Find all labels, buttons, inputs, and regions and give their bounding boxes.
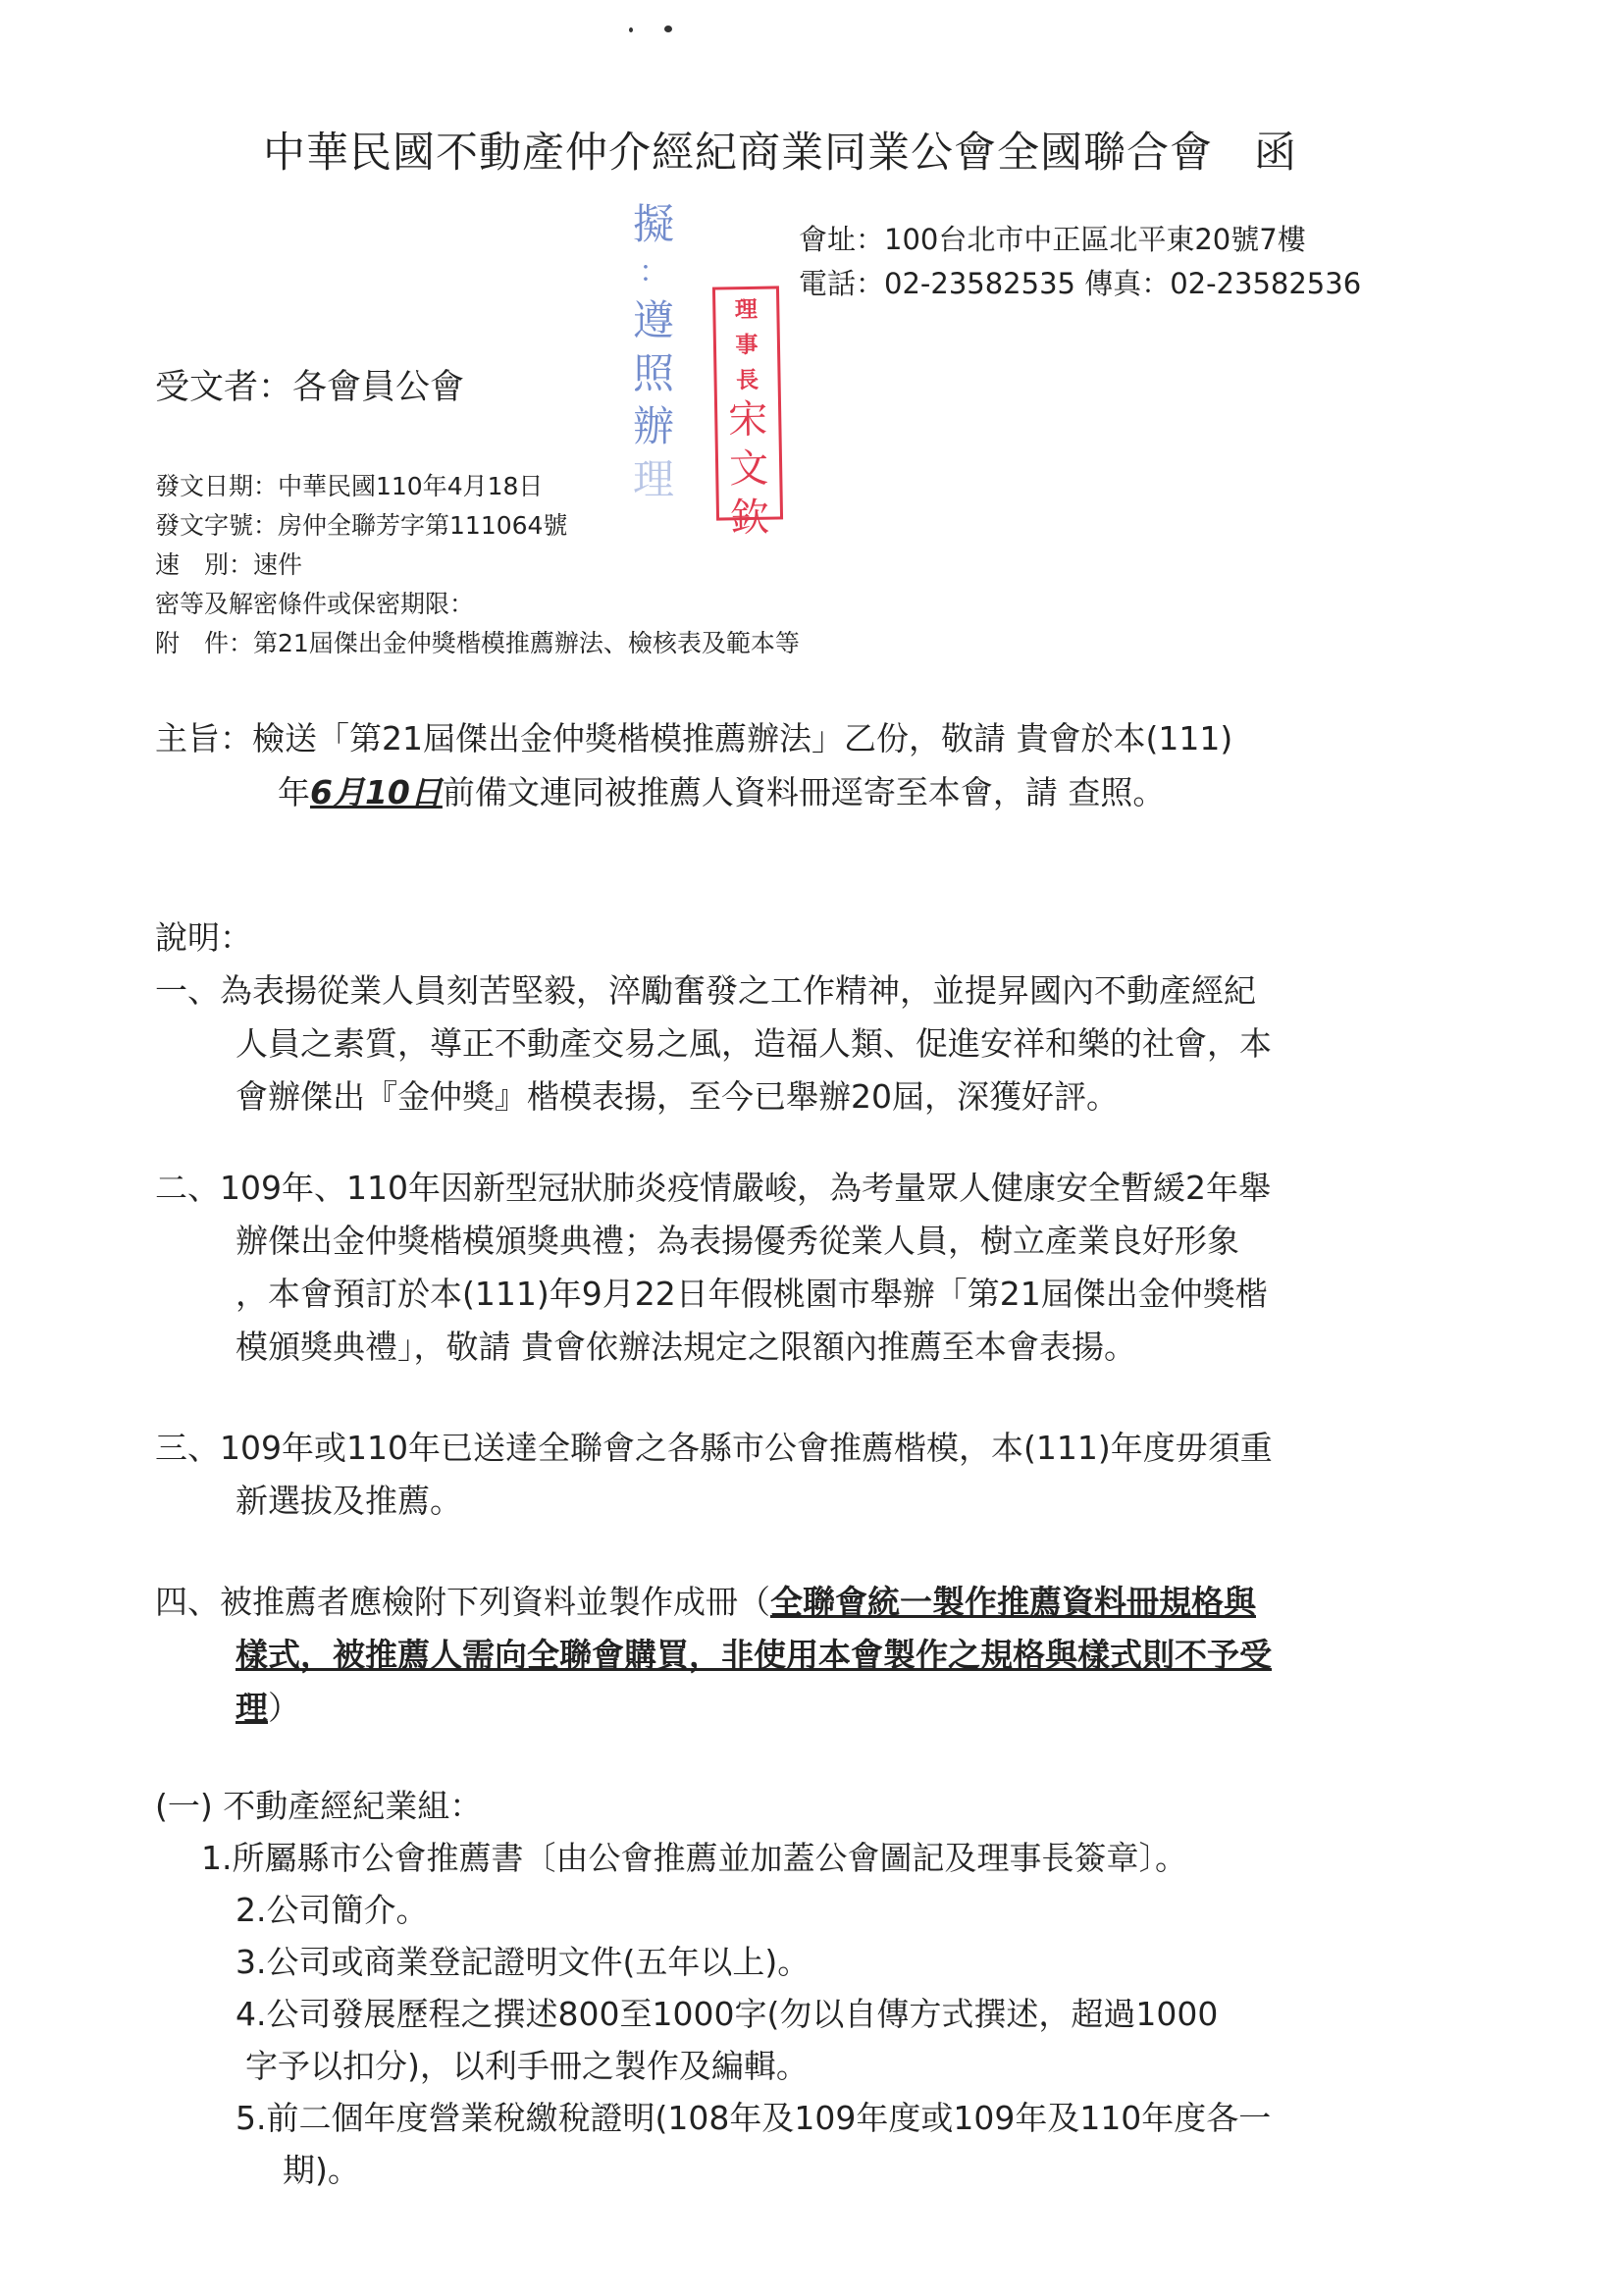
item-4-emphasis: 理	[236, 1689, 268, 1727]
letterhead-title	[263, 120, 1297, 180]
item-2-line: 辦傑出金仲獎楷模頒獎典禮；為表揚優秀從業人員，樹立產業良好形象	[236, 1222, 1239, 1260]
seal-title-char: 理	[734, 295, 759, 324]
attachments: 附 件：第21屆傑出金仲獎楷模推薦辦法、檢核表及範本等	[155, 629, 800, 657]
item-1-line: 會辦傑出『金仲獎』楷模表揚，至今已舉辦20屆，深獲好評。	[236, 1077, 1119, 1116]
item-4-emphasis: 全聯會統一製作推薦資料冊規格與	[770, 1583, 1256, 1621]
item-4-line-2	[236, 1630, 1272, 1676]
issue-date: 發文日期：中華民國110年4月18日	[155, 472, 544, 500]
deadline-date: 6月10日	[310, 773, 443, 811]
seal-title-char: 長	[735, 366, 759, 394]
urgency: 速 別：速件	[155, 550, 303, 579]
note-char: ：	[639, 255, 668, 289]
seal-name-char: 文	[728, 445, 769, 493]
note-char: 照	[632, 349, 674, 397]
contact-info: 電話：02-23582535 傳真：02-23582536	[799, 267, 1362, 300]
requirement-item: 1.所屬縣市公會推薦書〔由公會推薦並加蓋公會圖記及理事長簽章〕。	[201, 1839, 1187, 1877]
item-2-line: ，本會預訂於本(111)年9月22日年假桃園市舉辦「第21屆傑出金仲獎楷	[236, 1275, 1268, 1313]
note-char: 擬	[632, 200, 674, 248]
requirement-item: 5.前二個年度營業稅繳稅證明(108年及109年度或109年及110年度各一	[236, 2099, 1272, 2137]
subject-prefix: 年	[278, 773, 310, 811]
confidentiality: 密等及解密條件或保密期限：	[155, 590, 475, 618]
handwritten-note-stamp	[624, 198, 683, 506]
subject-line-2	[278, 767, 1165, 813]
organization-name: 中華民國不動產仲介經紀商業同業公會全國聯合會	[263, 129, 1213, 178]
note-char: 理	[632, 455, 674, 503]
group-heading: (一) 不動產經紀業組：	[155, 1787, 483, 1825]
document-type: 函	[1254, 129, 1297, 178]
seal-name-char: 宋	[727, 396, 768, 444]
address: 會址：100台北市中正區北平東20號7樓	[799, 223, 1306, 256]
requirement-item-continued: 期)。	[283, 2151, 360, 2189]
requirement-item: 2.公司簡介。	[236, 1891, 429, 1929]
note-char: 辦	[632, 402, 674, 450]
recipient: 受文者：各會員公會	[155, 368, 465, 407]
item-3-line: 新選拔及推薦。	[236, 1482, 462, 1520]
item-4-prefix: 四、被推薦者應檢附下列資料並製作成冊（	[155, 1583, 770, 1621]
seal-title-char: 事	[735, 331, 759, 359]
scan-speck	[629, 27, 633, 32]
item-2-line: 模頒獎典禮」，敬請 貴會依辦法規定之限額內推薦至本會表揚。	[236, 1328, 1136, 1366]
item-2-line: 二、109年、110年因新型冠狀肺炎疫情嚴峻，為考量眾人健康安全暫緩2年舉	[155, 1169, 1271, 1207]
item-4-suffix: ）	[268, 1689, 300, 1727]
document-number: 發文字號：房仲全聯芳字第111064號	[155, 511, 568, 540]
subject-line-1: 主旨：檢送「第21屆傑出金仲獎楷模推薦辦法」乙份，敬請 貴會於本(111)	[155, 719, 1233, 757]
requirement-item-continued: 字予以扣分)，以利手冊之製作及編輯。	[245, 2047, 809, 2085]
item-4-emphasis: 樣式，被推薦人需向全聯會購買，非使用本會製作之規格與樣式則不予受	[236, 1636, 1272, 1674]
scan-speck	[664, 26, 672, 32]
item-3-line: 三、109年或110年已送達全聯會之各縣市公會推薦楷模，本(111)年度毋須重	[155, 1429, 1273, 1467]
explanation-heading: 說明：	[155, 918, 252, 957]
item-1-line: 一、為表揚從業人員刻苦堅毅，淬勵奮發之工作精神，並提昇國內不動產經紀	[155, 971, 1256, 1010]
seal-name-char: 欽	[729, 495, 770, 542]
requirement-item: 3.公司或商業登記證明文件(五年以上)。	[236, 1943, 811, 1981]
item-1-line: 人員之素質，導正不動產交易之風，造福人類、促進安祥和樂的社會，本	[236, 1024, 1272, 1063]
chairman-seal	[712, 286, 783, 542]
subject-suffix: 前備文連同被推薦人資料冊逕寄至本會，請 查照。	[442, 773, 1166, 811]
item-4-line-1	[155, 1577, 1256, 1623]
note-char: 遵	[632, 296, 674, 344]
item-4-line-3	[236, 1683, 300, 1729]
requirement-item: 4.公司發展歷程之撰述800至1000字(勿以自傳方式撰述，超過1000	[236, 1995, 1219, 2033]
